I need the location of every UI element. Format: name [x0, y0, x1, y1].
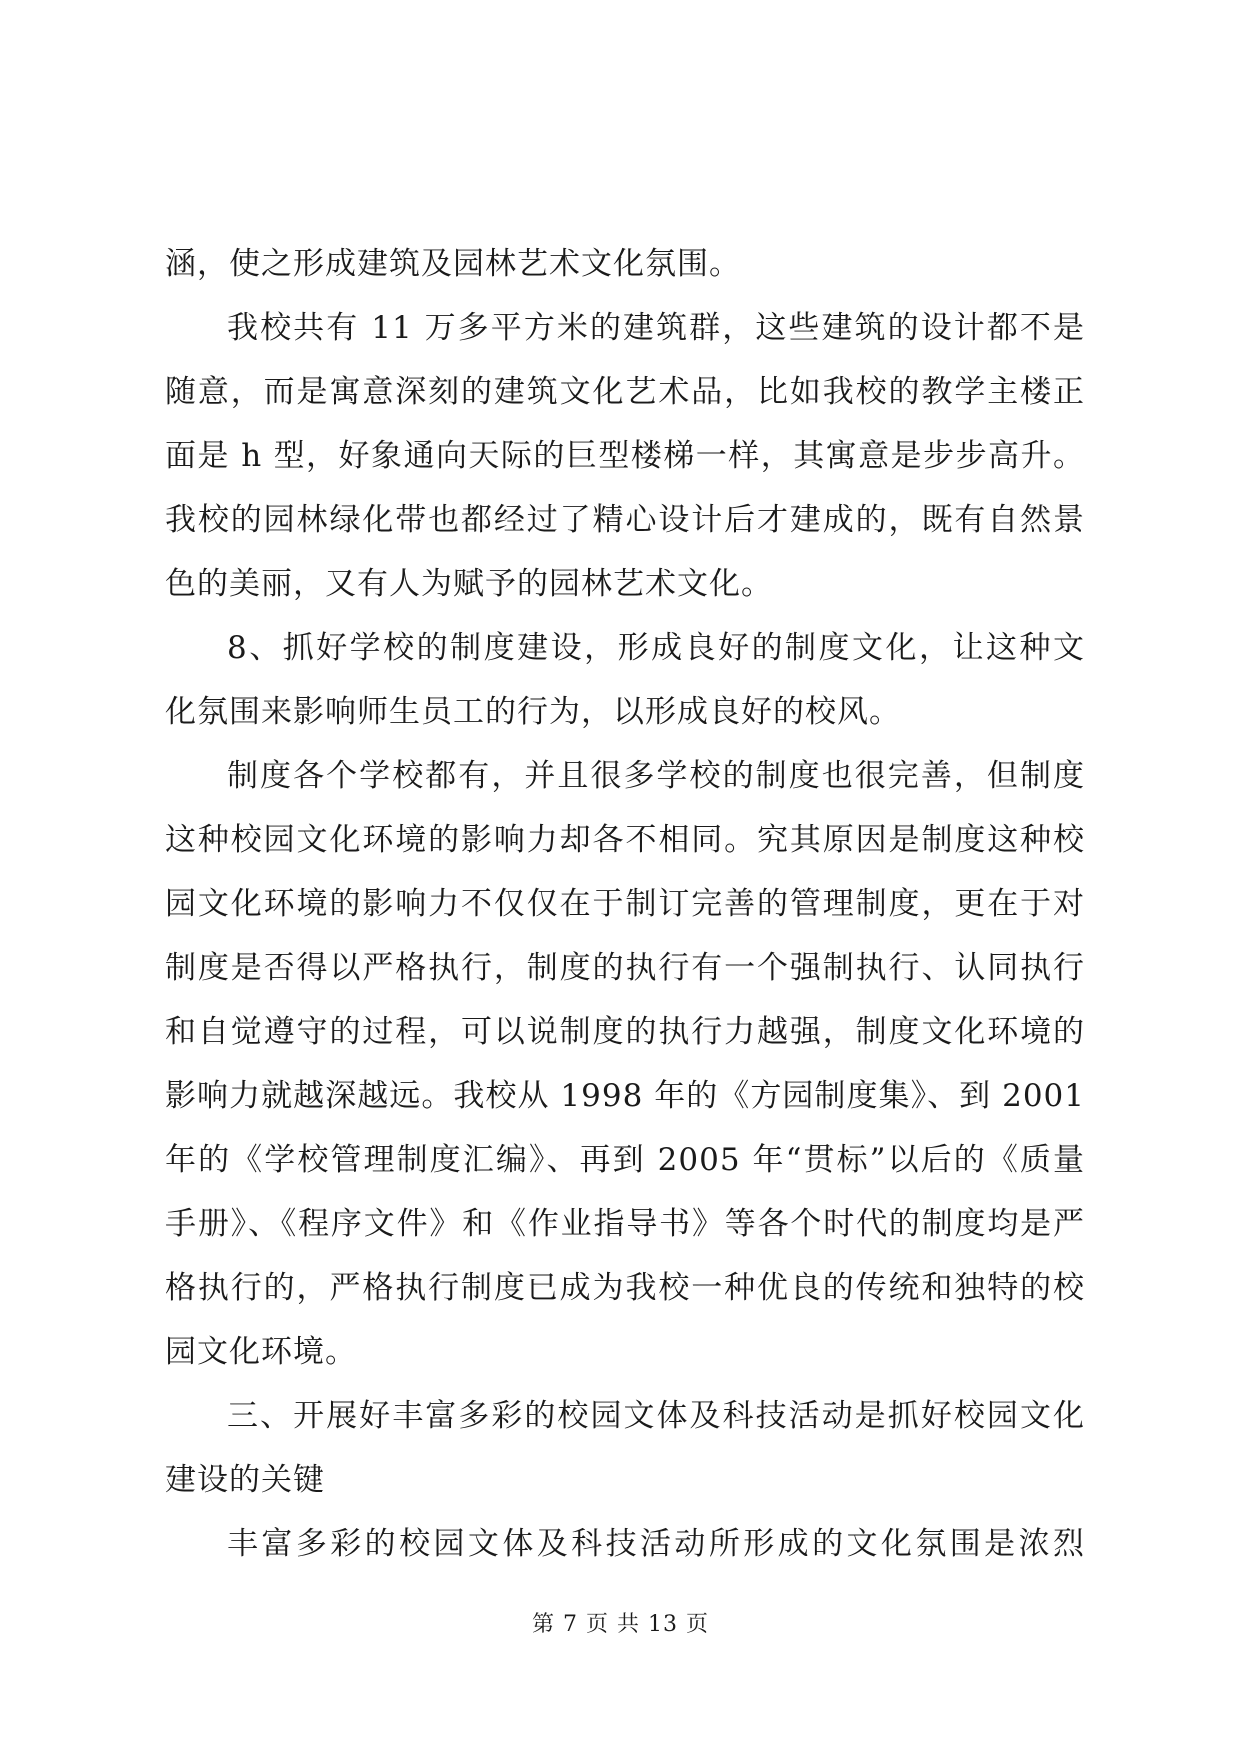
text-line: 和自觉遵守的过程，可以说制度的执行力越强，制度文化环境的 — [165, 1014, 1085, 1050]
text-line: 这种校园文化环境的影响力却各不相同。究其原因是制度这种校 — [165, 822, 1085, 858]
text-line: 化氛围来影响师生员工的行为，以形成良好的校风。 — [165, 694, 901, 730]
text-line: 随意，而是寓意深刻的建筑文化艺术品，比如我校的教学主楼正 — [165, 374, 1085, 410]
text-line: 丰富多彩的校园文体及科技活动所形成的文化氛围是浓烈 — [227, 1526, 1085, 1562]
text-line: 我校的园林绿化带也都经过了精心设计后才建成的，既有自然景 — [165, 502, 1085, 538]
text-line: 我校共有 11 万多平方米的建筑群，这些建筑的设计都不是 — [227, 310, 1085, 346]
page-footer: 第 7 页 共 13 页 — [532, 1612, 709, 1637]
text-line: 8、抓好学校的制度建设，形成良好的制度文化，让这种文 — [227, 630, 1085, 666]
text-line: 年的《学校管理制度汇编》、再到 2005 年“贯标”以后的《质量 — [165, 1142, 1085, 1178]
text-line: 三、开展好丰富多彩的校园文体及科技活动是抓好校园文化 — [227, 1398, 1085, 1434]
text-line: 园文化环境的影响力不仅仅在于制订完善的管理制度，更在于对 — [165, 886, 1085, 922]
text-line: 制度是否得以严格执行，制度的执行有一个强制执行、认同执行 — [165, 950, 1085, 986]
document-body — [165, 232, 1085, 1576]
text-line: 色的美丽，又有人为赋予的园林艺术文化。 — [165, 566, 773, 602]
text-line: 建设的关键 — [165, 1462, 325, 1498]
text-line: 面是 h 型，好象通向天际的巨型楼梯一样，其寓意是步步高升。 — [165, 438, 1085, 474]
text-line: 园文化环境。 — [165, 1334, 357, 1370]
text-line: 涵，使之形成建筑及园林艺术文化氛围。 — [165, 246, 741, 282]
text-line: 格执行的，严格执行制度已成为我校一种优良的传统和独特的校 — [165, 1270, 1085, 1306]
text-line: 影响力就越深越远。我校从 1998 年的《方园制度集》、到 2001 — [165, 1078, 1085, 1114]
text-line: 制度各个学校都有，并且很多学校的制度也很完善，但制度 — [227, 758, 1085, 794]
text-line: 手册》、《程序文件》和《作业指导书》等各个时代的制度均是严 — [165, 1206, 1085, 1242]
